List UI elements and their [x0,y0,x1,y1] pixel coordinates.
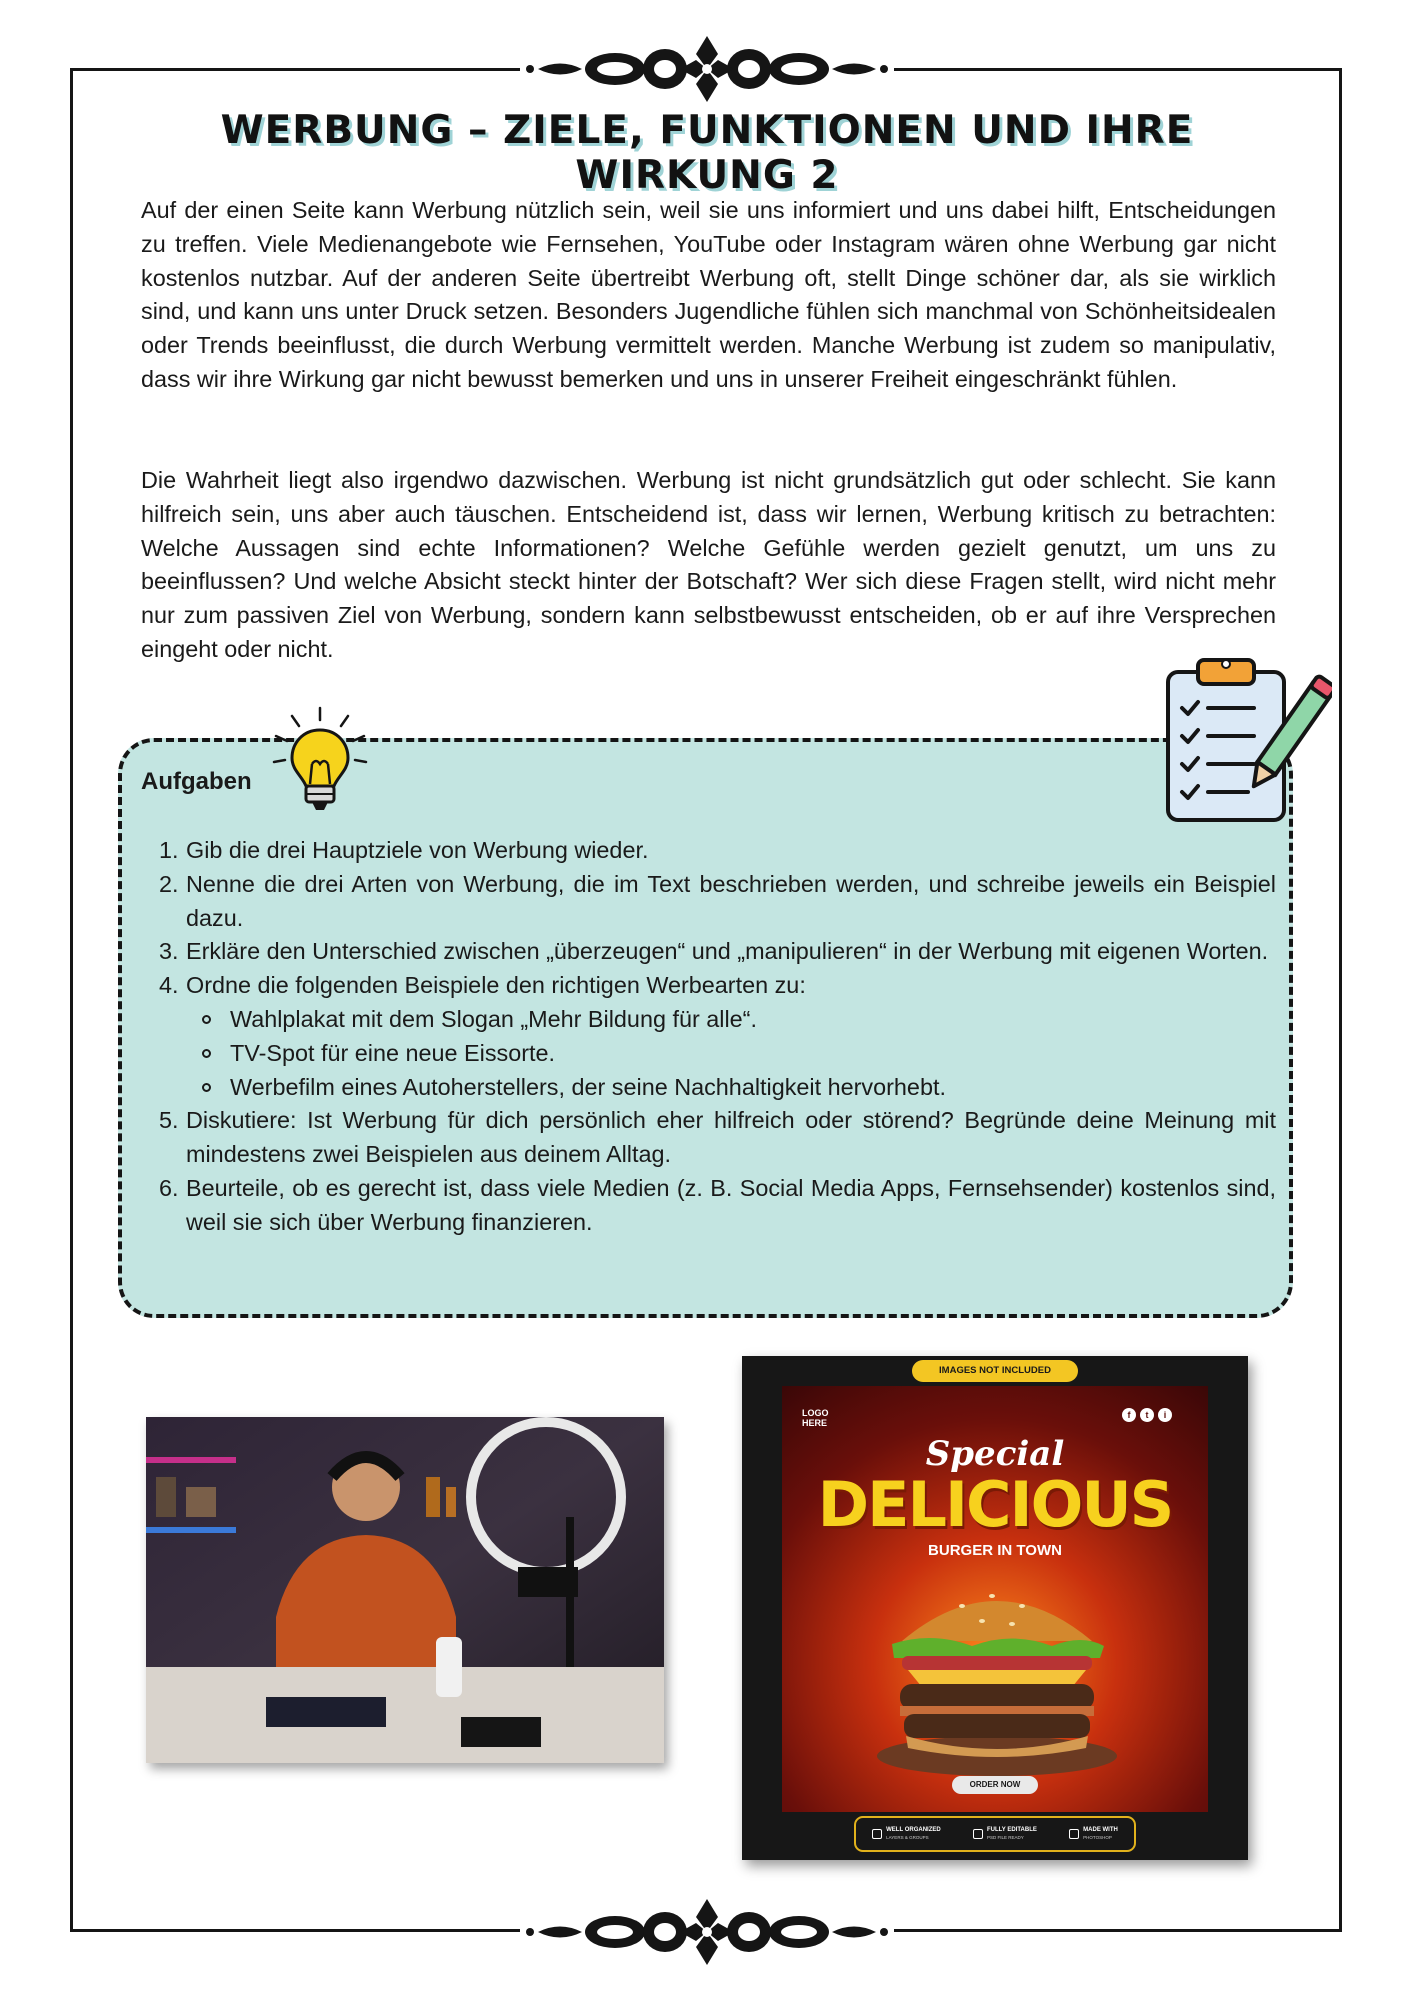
tasks-heading: Aufgaben [141,768,252,795]
feature-bar [854,1816,1136,1852]
feature-sub: LAYERS & GROUPS [886,1835,929,1840]
task-number: 2. [159,870,179,897]
burger-ad-poster [742,1356,1248,1860]
order-now-button[interactable]: ORDER NOW [952,1776,1038,1794]
social-icons [1122,1408,1172,1422]
logo-placeholder: LOGO HERE [802,1408,829,1428]
example-item [186,1003,1276,1037]
influencer-photo [146,1417,664,1763]
layers-icon [872,1829,882,1839]
folder-icon [1069,1829,1079,1839]
feature-title: MADE WITH [1083,1827,1118,1833]
example-item [186,1037,1276,1071]
example-text: TV-Spot für eine neue Eissorte. [230,1039,556,1066]
bottom-ornament-icon [520,1897,894,1967]
feature-title: WELL ORGANIZED [886,1827,941,1833]
bullet-icon [202,1083,211,1092]
poster-special-text: Special [925,1434,1065,1474]
intro-paragraph: Auf der einen Seite kann Werbung nützlich sein, weil sie uns informiert und uns dabei hilft, Entscheidungen zu treffen. Viele Medienangebote wie Fernsehen, YouTube oder Instagram wären ohne Werbung gar nicht kostenlos nutzbar. Auf der anderen Seite übertreibt Werbung oft, stellt Dinge schöner dar, als sie wirklich sind, und kann uns unter Druck setzen. Besonders Jugendliche fühlen sich manchmal von Schönheitsidealen oder Trends beeinflusst, die durch Werbung vermittelt werden. Manche Werbung ist zudem so manipulativ, dass wir ihre Wirkung gar nicht bewusst bemerken und uns in unserer Freiheit eingeschränkt fühlen. [141,197,1276,392]
conclusion-paragraph: Die Wahrheit liegt also irgendwo dazwischen. Werbung ist nicht grundsätzlich gut oder schlecht. Sie kann hilfreich sein, uns aber auch täuschen. Entscheidend ist, dass wir lernen, Werbung kritisch zu betrachten: Welche Aussagen sind echte Informationen? Welche Gefühle werden gezielt genutzt, um uns zu beeinflussen? Und welche Absicht steckt hinter der Botschaft? Wer sich diese Fragen stellt, wird nicht mehr nur zum passiven Ziel von Werbung, sondern kann selbstbewusst entscheiden, ob er auf ihre Versprechen eingeht oder nicht. [141,467,1276,662]
edit-icon [973,1829,983,1839]
task-number: 1. [159,837,179,863]
task-item [141,935,1276,969]
bullet-icon [202,1015,211,1024]
feature-title: FULLY EDITABLE [986,1827,1037,1833]
feature-sub: PHOTOSHOP [1083,1835,1112,1840]
task-number: 4. [159,972,179,999]
images-not-included-badge: IMAGES NOT INCLUDED [912,1360,1078,1382]
task-text: Nenne die drei Arten von Werbung, die im Text beschrieben werden, und schreibe jeweils ein Beispiel dazu. [186,870,1276,931]
example-list [186,1003,1276,1104]
task-item [141,1104,1276,1172]
feature-item [872,1827,941,1841]
task-text: Erkläre den Unterschied zwischen „überzeugen“ und „manipulieren“ in der Werbung mit eigenen Worten. [186,938,1269,965]
example-text: Wahlplakat mit dem Slogan „Mehr Bildung für alle“. [230,1005,757,1032]
task-number: 6. [159,1174,179,1201]
instagram-icon: i [1158,1408,1172,1422]
top-ornament-icon [520,34,894,104]
task-number: 5. [159,1107,179,1134]
task-item [141,969,1276,1104]
task-text: Ordne die folgenden Beispiele den richtigen Werbearten zu: [186,972,806,999]
burger-illustration [872,1566,1122,1776]
feature-sub: PSD FILE READY [986,1835,1024,1840]
lightbulb-icon [268,706,372,816]
task-number: 3. [159,938,179,965]
task-list [141,834,1276,1240]
task-text: Diskutiere: Ist Werbung für dich persönlich eher hilfreich oder störend? Begründe deine Meinung mit mindestens zwei Beispielen aus deinem Alltag. [186,1107,1276,1168]
task-text: Beurteile, ob es gerecht ist, dass viele Medien (z. B. Social Media Apps, Fernsehsender) kostenlos sind, weil sie sich über Werbung finanzieren. [186,1174,1276,1235]
task-item [141,1172,1276,1240]
twitter-icon: t [1140,1408,1154,1422]
example-text: Werbefilm eines Autoherstellers, der seine Nachhaltigkeit hervorhebt. [230,1073,946,1100]
task-text: Gib die drei Hauptziele von Werbung wieder. [186,837,649,863]
example-item [186,1071,1276,1105]
bullet-icon [202,1049,211,1058]
poster-headline: DELICIOUS [817,1468,1173,1541]
task-item [141,868,1276,936]
poster-subline: BURGER IN TOWN [928,1542,1062,1559]
task-item [141,834,1276,868]
feature-item [1069,1827,1118,1841]
clipboard-checklist-icon [1162,650,1332,826]
feature-item [973,1827,1037,1841]
page-title: WERBUNG – ZIELE, FUNKTIONEN UND IHRE WIRKUNG 2 [220,108,1194,198]
facebook-icon: f [1122,1408,1136,1422]
